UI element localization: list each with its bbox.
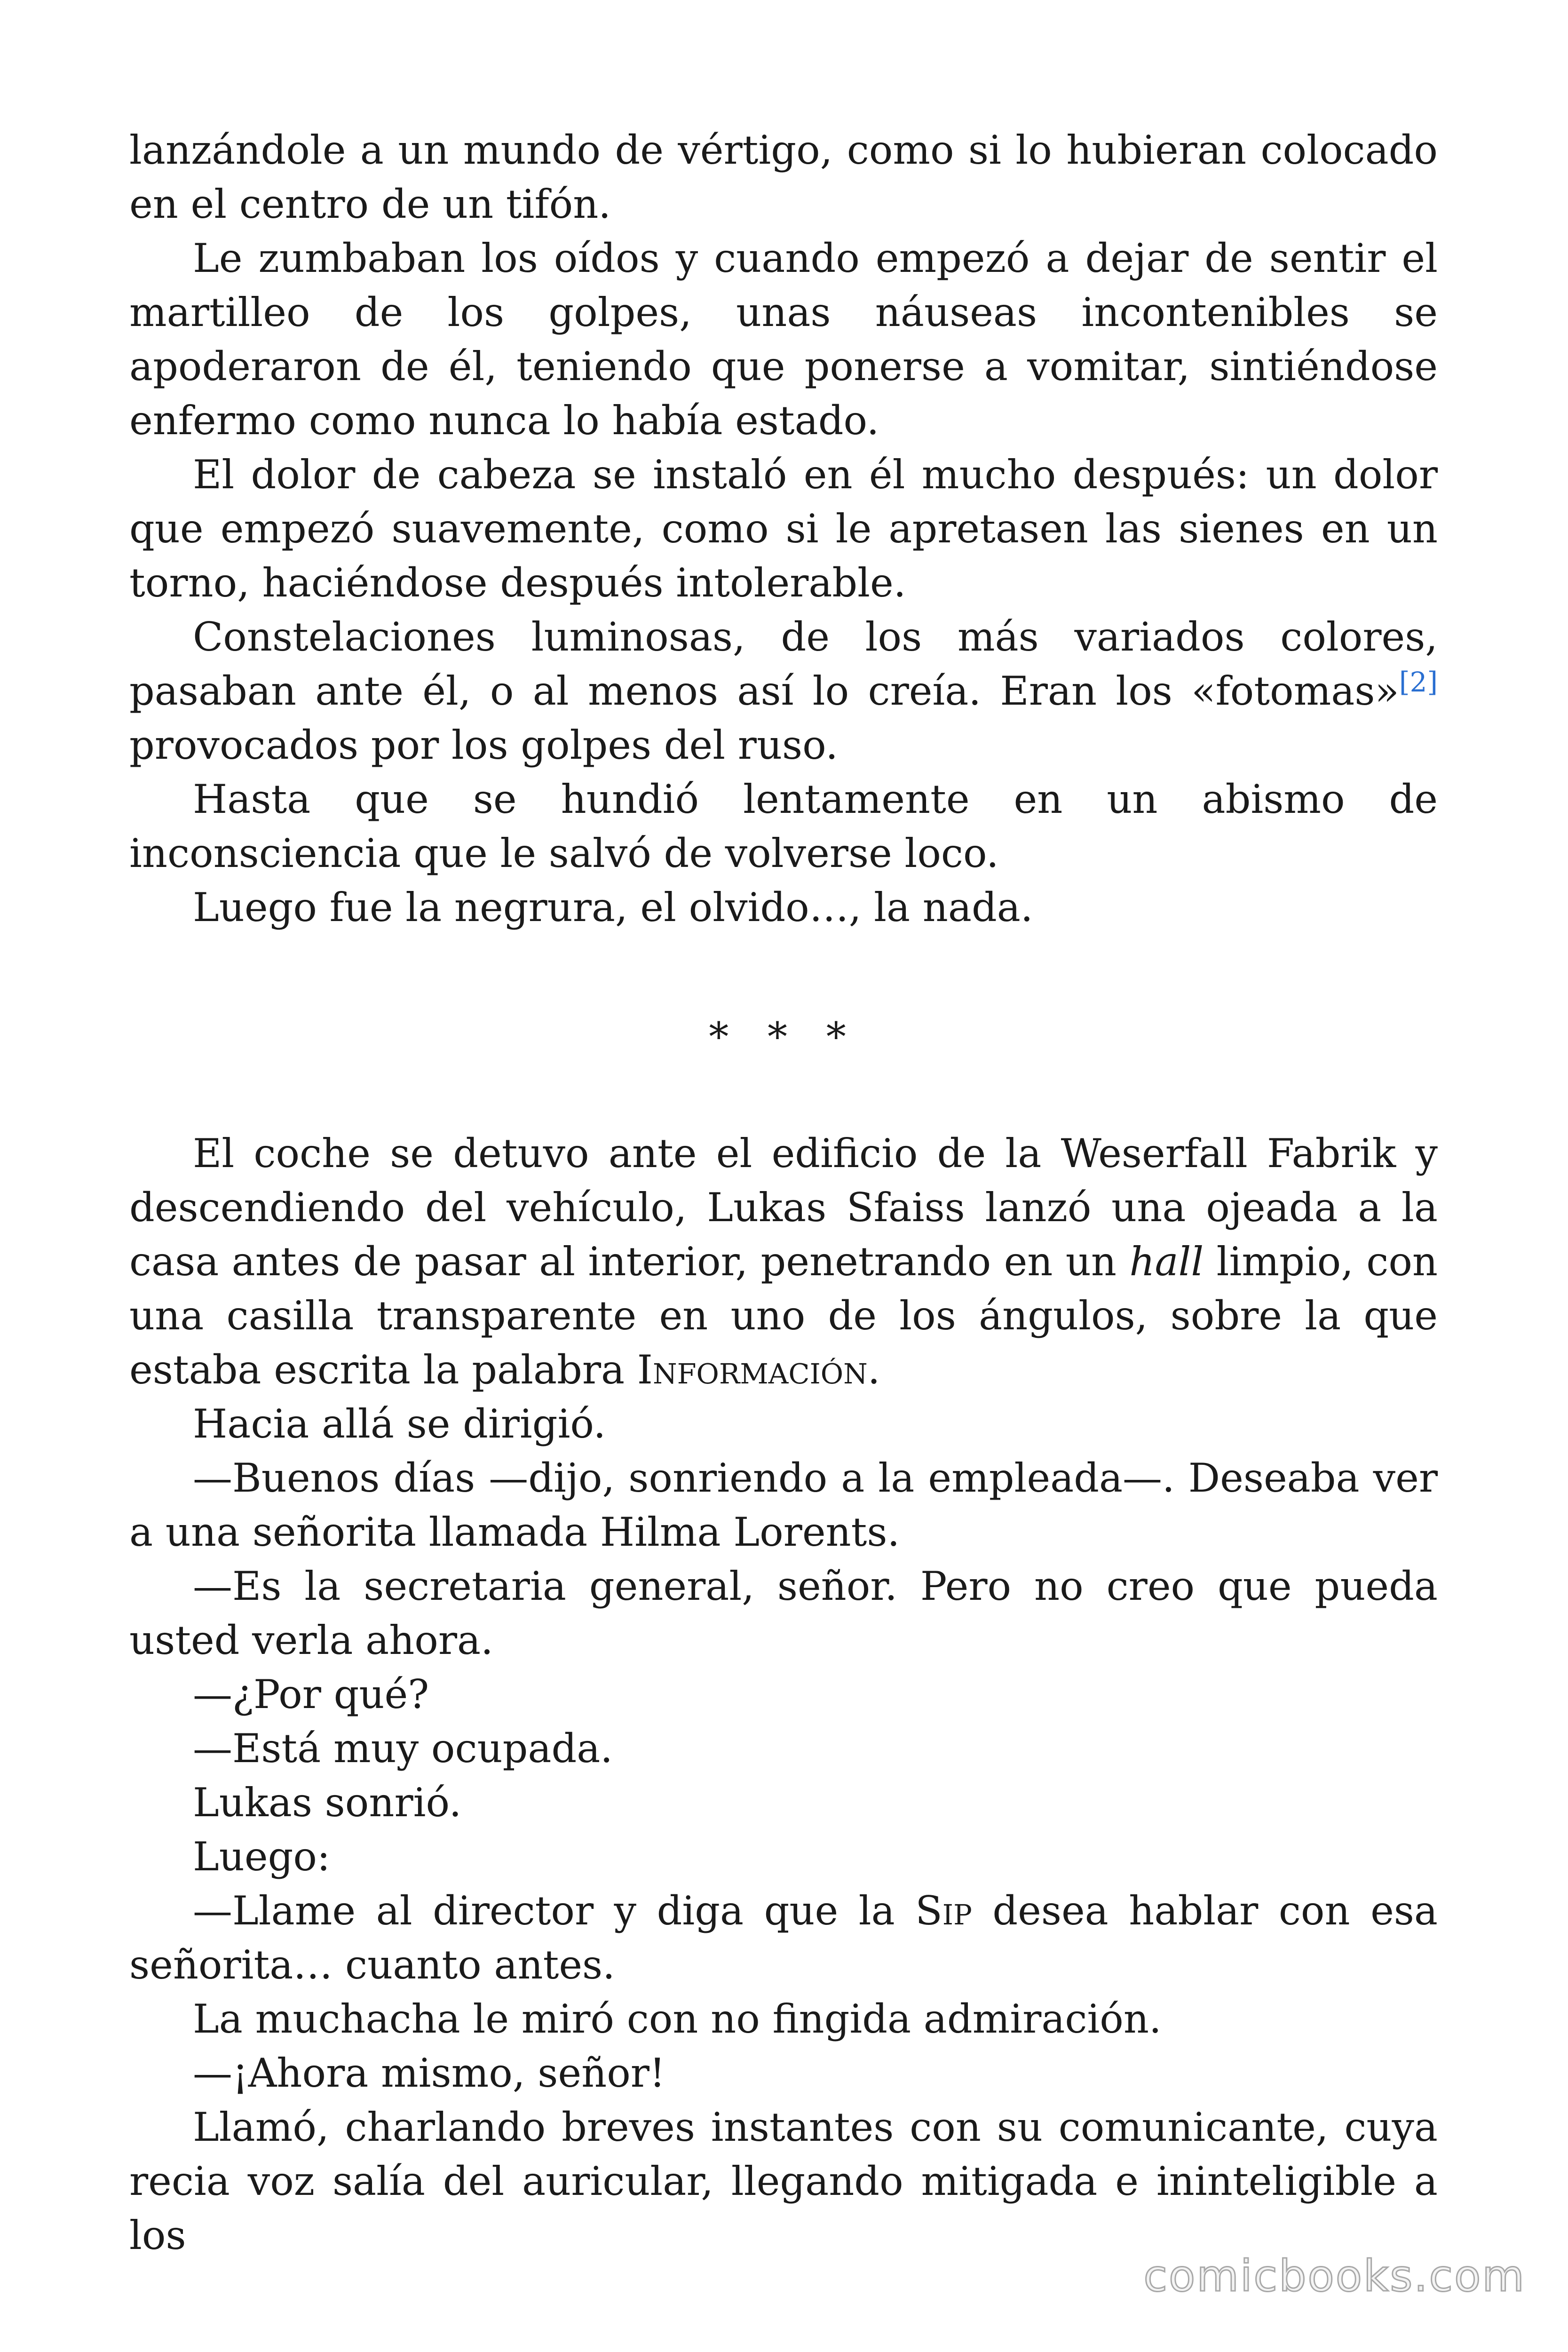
paragraph: lanzándole a un mundo de vértigo, como si lo hubieran colocado en el centro de un tifón.: [129, 127, 1438, 227]
paragraph: Hacia allá se dirigió.: [193, 1401, 606, 1447]
watermark: comicbooks.com: [1143, 2251, 1526, 2301]
paragraph-text: Constelaciones luminosas, de los más variados colores, pasaban ante él, o al menos así lo creía. Eran los «fotomas»: [129, 614, 1438, 714]
text-section-bottom: [129, 1127, 1438, 2263]
paragraph: Hasta que se hundió lentamente en un abismo de inconsciencia que le salvó de volverse loco.: [129, 776, 1438, 876]
paragraph: —Está muy ocupada.: [193, 1725, 613, 1772]
paragraph: Llamó, charlando breves instantes con su comunicante, cuya recia voz salía del auricular, llegando mitigada e ininteligible a los: [129, 2104, 1438, 2258]
paragraph-text: provocados por los golpes del ruso.: [129, 722, 838, 768]
paragraph: [129, 1884, 1438, 1992]
paragraph: Le zumbaban los oídos y cuando empezó a dejar de sentir el martilleo de los golpes, unas náuseas incontenibles se apoderaron de él, teniendo que ponerse a vomitar, sintiéndose enfermo como nunca lo había estado.: [129, 235, 1438, 444]
paragraph: [129, 1127, 1438, 1397]
text-section-top: [129, 123, 1438, 935]
italic-word: hall: [1129, 1239, 1204, 1285]
paragraph: Luego fue la negrura, el olvido…, la nada.: [193, 884, 1033, 930]
paragraph: Lukas sonrió.: [193, 1780, 462, 1826]
paragraph: —¡Ahora mismo, señor!: [193, 2050, 665, 2096]
footnote-link[interactable]: [2]: [1399, 666, 1438, 698]
paragraph: —Es la secretaria general, señor. Pero no creo que pueda usted verla ahora.: [129, 1563, 1438, 1663]
paragraph: El dolor de cabeza se instaló en él mucho después: un dolor que empezó suavemente, como si le apretasen las sienes en un torno, haciéndose después intolerable.: [129, 452, 1438, 606]
paragraph-text: .: [867, 1347, 880, 1393]
paragraph: —Buenos días —dijo, sonriendo a la empleada—. Deseaba ver a una señorita llamada Hilma Lorents.: [129, 1455, 1438, 1555]
small-caps-word: Información: [637, 1347, 868, 1393]
paragraph-text: —Llame al director y diga que la: [193, 1888, 916, 1934]
paragraph: La muchacha le miró con no fingida admiración.: [193, 1996, 1162, 2042]
paragraph-text: desea hablar con esa señorita… cuanto antes.: [129, 1888, 1438, 1988]
scene-break: * * *: [709, 1014, 859, 1060]
paragraph: [129, 610, 1438, 772]
paragraph-text: limpio, con una casilla transparente en uno de los ángulos, sobre la que estaba escrita la palabra: [129, 1239, 1438, 1393]
paragraph-text: El coche se detuvo ante el edificio de la Weserfall Fabrik y descendiendo del vehículo, Lukas Sfaiss lanzó una ojeada a la casa antes de pasar al interior, penetrando en un: [129, 1130, 1438, 1285]
paragraph: —¿Por qué?: [193, 1671, 429, 1717]
paragraph: Luego:: [193, 1834, 331, 1880]
small-caps-word: Sip: [915, 1888, 972, 1934]
